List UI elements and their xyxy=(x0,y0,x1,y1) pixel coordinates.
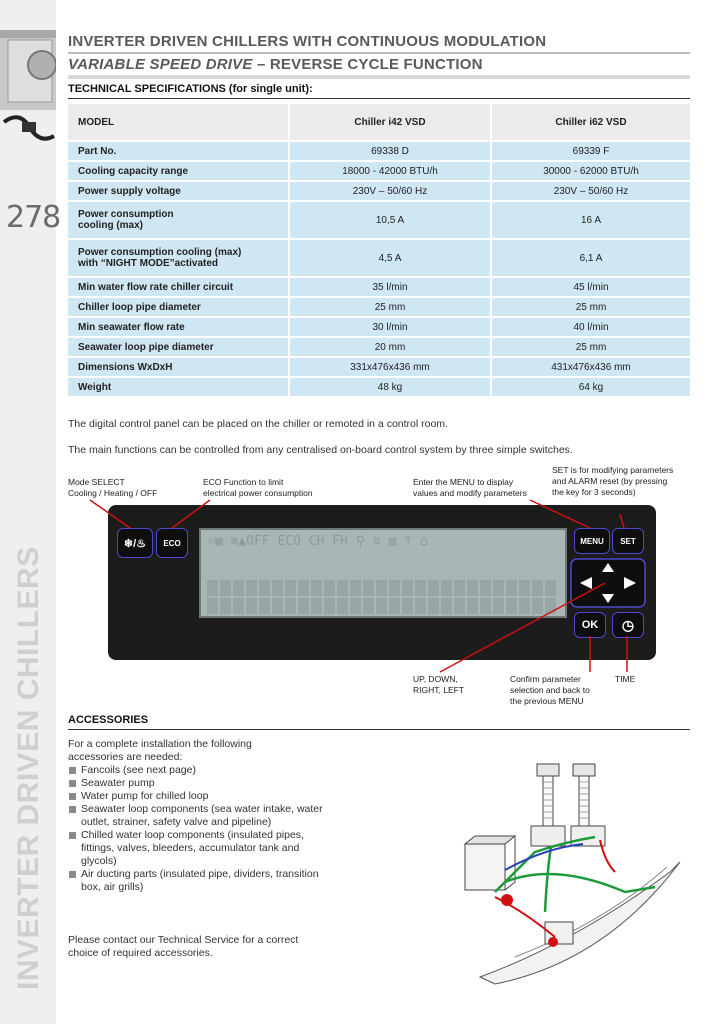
row-label-line2: with “NIGHT MODE”activated xyxy=(78,258,219,269)
row-label: Chiller loop pipe diameter xyxy=(68,297,289,317)
cell-value: 48 kg xyxy=(289,377,491,397)
callout-line: ECO Function to limit xyxy=(203,477,284,487)
row-label-line2: cooling (max) xyxy=(78,220,144,231)
table-row xyxy=(68,141,690,161)
cell-value: 45 l/min xyxy=(491,277,690,297)
callout-line: RIGHT, LEFT xyxy=(413,685,465,695)
chiller-product-photo xyxy=(0,10,56,150)
callout-line: Confirm parameter xyxy=(510,674,581,684)
ok-button[interactable]: OK xyxy=(574,612,606,638)
column-header: MODEL xyxy=(68,104,289,141)
subtitle-italic: VARIABLE SPEED DRIVE xyxy=(68,56,253,73)
list-item: Chilled water loop components (insulated pipes, fittings, valves, bleeders, accumulator tank and glycols) xyxy=(68,829,328,868)
callout-line: the previous MENU xyxy=(510,696,584,706)
cell-value: 30 l/min xyxy=(289,317,491,337)
row-label xyxy=(68,239,289,277)
page-header xyxy=(68,33,690,79)
table-row xyxy=(68,161,690,181)
callout-line: Mode SELECT xyxy=(68,477,125,487)
table-row xyxy=(68,277,690,297)
ok-callout xyxy=(510,674,590,707)
callout-line: SET is for modifying parameters xyxy=(552,465,674,475)
table-row xyxy=(68,357,690,377)
table-header-row xyxy=(68,104,690,141)
specs-table xyxy=(68,104,690,398)
accessories-divider xyxy=(68,729,690,730)
cell-value: 20 mm xyxy=(289,337,491,357)
row-label xyxy=(68,201,289,239)
cell-value: 69338 D xyxy=(289,141,491,161)
accessories-title: ACCESSORIES xyxy=(68,714,149,726)
table-row xyxy=(68,181,690,201)
list-item: Seawater pump xyxy=(68,777,328,790)
lcd-display xyxy=(199,528,567,618)
section-vertical-title: INVERTER DRIVEN CHILLERS xyxy=(12,546,45,990)
row-label: Power supply voltage xyxy=(68,181,289,201)
subtitle-rest: – REVERSE CYCLE FUNCTION xyxy=(252,56,483,73)
page-subtitle xyxy=(68,56,690,73)
table-row xyxy=(68,297,690,317)
header-divider xyxy=(68,52,690,54)
time-callout: TIME xyxy=(615,674,636,684)
control-panel-paragraph: The digital control panel can be placed on the chiller or remoted in a control room. xyxy=(68,418,448,430)
mode-select-button[interactable]: ❄/♨ xyxy=(117,528,153,558)
row-label: Min seawater flow rate xyxy=(68,317,289,337)
cell-value: 431x476x436 mm xyxy=(491,357,690,377)
arrows-callout xyxy=(413,674,464,696)
cell-value: 230V – 50/60 Hz xyxy=(491,181,690,201)
lcd-status-icons: ☼▦ ❄▲OFF ECO CH FH ⚲ ≋ ▥ ⊤ ⌂ xyxy=(207,534,428,549)
time-button[interactable] xyxy=(612,612,644,638)
row-label: Seawater loop pipe diameter xyxy=(68,337,289,357)
column-header: Chiller i62 VSD xyxy=(491,104,690,141)
specs-title: TECHNICAL SPECIFICATIONS (for single unit): xyxy=(68,83,313,95)
menu-button[interactable]: MENU xyxy=(574,528,610,554)
row-label: Weight xyxy=(68,377,289,397)
eco-callout xyxy=(203,477,313,499)
menu-callout xyxy=(413,477,527,499)
cell-value: 18000 - 42000 BTU/h xyxy=(289,161,491,181)
accessories-list xyxy=(68,764,328,894)
row-label: Part No. xyxy=(68,141,289,161)
header-divider-2 xyxy=(68,75,690,79)
callout-line: selection and back to xyxy=(510,685,590,695)
table-row xyxy=(68,317,690,337)
cell-value: 69339 F xyxy=(491,141,690,161)
specs-divider xyxy=(68,98,690,99)
cell-value: 30000 - 62000 BTU/h xyxy=(491,161,690,181)
cell-value: 230V – 50/60 Hz xyxy=(289,181,491,201)
row-label: Min water flow rate chiller circuit xyxy=(68,277,289,297)
cell-value: 25 mm xyxy=(491,337,690,357)
row-label: Cooling capacity range xyxy=(68,161,289,181)
cell-value: 10,5 A xyxy=(289,201,491,239)
mode-select-callout xyxy=(68,477,157,499)
installation-diagram xyxy=(455,752,690,987)
accessories-contact: Please contact our Technical Service for a correct choice of required accessories. xyxy=(68,934,299,959)
cell-value: 6,1 A xyxy=(491,239,690,277)
cell-value: 35 l/min xyxy=(289,277,491,297)
list-item: Water pump for chilled loop xyxy=(68,790,328,803)
cell-value: 16 A xyxy=(491,201,690,239)
lcd-character-grid xyxy=(207,580,557,614)
accessories-intro: For a complete installation the following accessories are needed: xyxy=(68,738,252,763)
set-button[interactable]: SET xyxy=(612,528,644,554)
callout-line: the key for 3 seconds) xyxy=(552,487,636,497)
table-row xyxy=(68,201,690,239)
arrow-keypad[interactable] xyxy=(570,558,646,608)
callout-line: and ALARM reset (by pressing xyxy=(552,476,668,486)
cell-value: 64 kg xyxy=(491,377,690,397)
row-label-line1: Power consumption cooling (max) xyxy=(78,247,242,258)
page-title: INVERTER DRIVEN CHILLERS WITH CONTINUOUS MODULATION xyxy=(68,33,547,50)
table-row xyxy=(68,377,690,397)
list-item: Seawater loop components (sea water intake, water outlet, strainer, safety valve and pipeline) xyxy=(68,803,328,829)
list-item: Fancoils (see next page) xyxy=(68,764,328,777)
callout-line: electrical power consumption xyxy=(203,488,313,498)
row-label-line1: Power consumption xyxy=(78,209,174,220)
table-row xyxy=(68,239,690,277)
cell-value: 25 mm xyxy=(491,297,690,317)
table-row xyxy=(68,337,690,357)
functions-paragraph: The main functions can be controlled from any centralised on-board control system by three simple switches. xyxy=(68,444,573,456)
callout-line: Cooling / Heating / OFF xyxy=(68,488,158,498)
row-label: Dimensions WxDxH xyxy=(68,357,289,377)
cell-value: 40 l/min xyxy=(491,317,690,337)
callout-line: UP, DOWN, xyxy=(413,674,458,684)
column-header: Chiller i42 VSD xyxy=(289,104,491,141)
eco-button[interactable]: ECO xyxy=(156,528,188,558)
clock-icon: ◷ xyxy=(621,616,635,633)
callout-line: Enter the MENU to display xyxy=(413,477,514,487)
list-item: Air ducting parts (insulated pipe, dividers, transition box, air grills) xyxy=(68,868,328,894)
cell-value: 25 mm xyxy=(289,297,491,317)
cell-value: 4,5 A xyxy=(289,239,491,277)
set-callout xyxy=(552,465,673,498)
page-number: 278 xyxy=(6,200,61,235)
callout-line: values and modify parameters xyxy=(413,488,527,498)
cell-value: 331x476x436 mm xyxy=(289,357,491,377)
